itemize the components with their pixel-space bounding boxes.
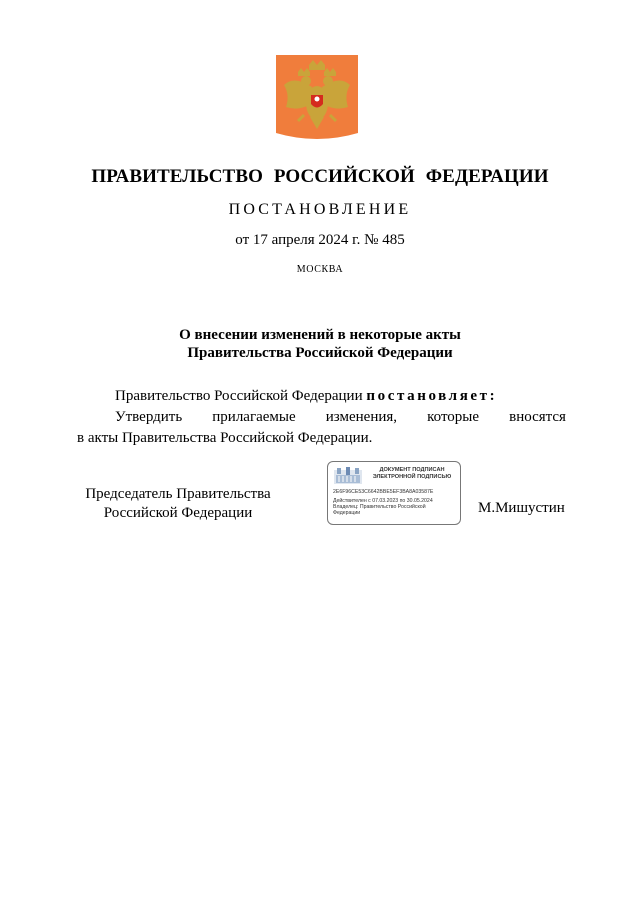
paragraph-word: Утвердить bbox=[115, 409, 183, 425]
signer-position-line: Российской Федерации bbox=[103, 505, 253, 521]
subject-line: Правительства Российской Федерации bbox=[187, 345, 453, 361]
resolution-paragraph bbox=[115, 388, 497, 405]
government-title: ПРАВИТЕЛЬСТВО РОССИЙСКОЙ ФЕДЕРАЦИИ bbox=[91, 166, 549, 187]
approval-paragraph-line bbox=[115, 409, 566, 426]
coat-of-arms-emblem bbox=[276, 55, 358, 145]
document-date-number: от 17 апреля 2024 г. № 485 bbox=[235, 232, 405, 248]
stamp-owner-line: Федерации bbox=[333, 510, 361, 516]
signer-name: М.Мишустин bbox=[478, 500, 565, 516]
paragraph-word: которые bbox=[427, 409, 480, 425]
stamp-certificate-number: 2E6F96CE53C6642BBE5EF3BA8A03587E bbox=[333, 489, 434, 495]
signer-position-line: Председатель Правительства bbox=[85, 486, 271, 502]
approval-paragraph-continuation: в акты Правительства Российской Федерации. bbox=[77, 430, 373, 446]
resolution-verb: постановляет: bbox=[366, 388, 498, 404]
paragraph-word: изменения, bbox=[325, 409, 398, 425]
document-city: МОСКВА bbox=[296, 264, 344, 275]
subject-line: О внесении изменений в некоторые акты bbox=[179, 327, 461, 343]
paragraph-word: вносятся bbox=[509, 409, 566, 425]
document-type: ПОСТАНОВЛЕНИЕ bbox=[228, 201, 412, 218]
resolution-prefix: Правительство Российской Федерации bbox=[115, 388, 363, 404]
government-building-icon bbox=[333, 467, 363, 485]
signer-position bbox=[77, 485, 279, 523]
stamp-owner-line: Владелец: Правительство Российской bbox=[333, 504, 426, 510]
stamp-heading-line: ДОКУМЕНТ ПОДПИСАН bbox=[379, 467, 445, 473]
electronic-signature-stamp bbox=[327, 461, 461, 525]
document-subject bbox=[0, 326, 640, 362]
stamp-heading-line: ЭЛЕКТРОННОЙ ПОДПИСЬЮ bbox=[372, 474, 452, 480]
paragraph-word: прилагаемые bbox=[212, 409, 296, 425]
stamp-validity: Действителен с 07.03.2023 по 30.05.2024 bbox=[333, 498, 433, 504]
stamp-heading bbox=[366, 467, 458, 481]
